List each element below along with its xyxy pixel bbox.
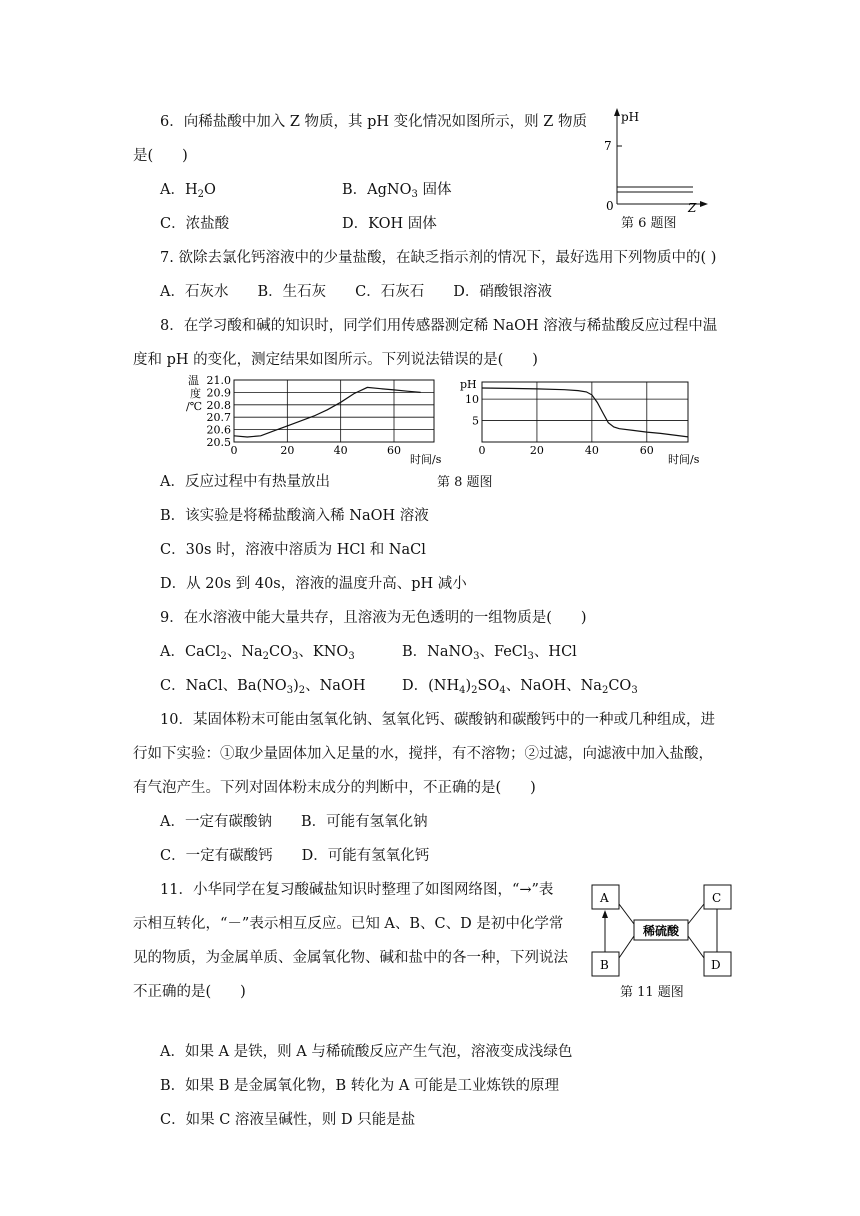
q11-caption: 第 11 题图 [620,985,684,1000]
q8-stem-line2: 度和 pH 的变化，测定结果如图所示。下列说法错误的是( ) [133,352,538,368]
temp-ytick-label: 21.0 [206,374,231,387]
q11-network-diagram [590,880,732,978]
q6-stem-line2: 是( ) [133,148,188,164]
temp-ylabel-2: 度 [190,387,201,400]
ph-xtick-label: 20 [529,444,544,457]
node-a-label: A [600,891,609,905]
q6-fig-ylabel: pH [621,110,640,124]
q8-option-d: D．从 20s 到 40s，溶液的温度升高、pH 减小 [160,576,467,592]
q6-fig-tick-7: 7 [604,139,612,153]
q6-fig-origin: 0 [606,199,614,213]
q9-stem: 9．在水溶液中能大量共存，且溶液为无色透明的一组物质是( ) [160,610,587,626]
q11-stem-line2: 示相互转化，“－”表示相互反应。已知 A、B、C、D 是初中化学常 [133,916,564,932]
temp-xtick-label: 40 [333,444,348,457]
b-to-a-arrowhead [602,910,608,918]
temp-xtick-label: 0 [230,444,238,457]
q8-option-b: B．该实验是将稀盐酸滴入稀 NaOH 溶液 [160,508,429,524]
temp-xtick-label: 60 [387,444,401,457]
q8-caption: 第 8 题图 [437,475,493,490]
q8-stem-line1: 8．在学习酸和碱的知识时，同学们用传感器测定稀 NaOH 溶液与稀盐酸反应过程中温 [160,318,718,334]
q10-stem-line3: 有气泡产生。下列对固体粉末成分的判断中，不正确的是( ) [133,780,536,796]
q7-options: A．石灰水 B．生石灰 C．石灰石 D．硝酸银溶液 [160,284,552,300]
q11-option-a: A．如果 A 是铁，则 A 与稀硫酸反应产生气泡，溶液变成浅绿色 [160,1044,573,1060]
ph-ytick-label: 10 [465,393,479,407]
temp-ytick-label: 20.7 [206,411,231,425]
q9-option-a: A．CaCl$_2$、$Na_2CO_3$、$KNO_3$ [160,644,355,662]
ph-xtick-label: 40 [584,444,599,457]
q8-option-a: A．反应过程中有热量放出 [160,474,330,490]
q10-stem-line1: 10．某固体粉末可能由氢氧化钠、氢氧化钙、碳酸钠和碳酸钙中的一种或几种组成，进 [160,712,715,728]
q6-option-d: D．KOH 固体 [342,216,437,232]
q6-caption: 第 6 题图 [621,216,677,231]
q6-option-c: C．浓盐酸 [160,216,230,232]
temp-ytick-label: 20.5 [206,436,231,449]
temp-plot-frame [234,380,434,442]
ph-series-line [482,388,688,437]
temp-ytick-label: 20.8 [206,398,231,412]
ph-xtick-label: 60 [639,444,654,457]
q11-stem-line3: 见的物质，为金属单质、金属氧化物、碱和盐中的各一种，下列说法 [133,950,568,966]
q6-option-a: A．$H_2O$ [160,182,216,200]
q10-stem-line2: 行如下实验：①取少量固体加入足量的水，搅拌，有不溶物；②过滤，向滤液中加入盐酸， [133,746,713,762]
node-b-label: B [600,958,609,972]
q11-option-c: C．如果 C 溶液呈碱性，则 D 只能是盐 [160,1112,416,1128]
node-c-label: C [712,891,722,905]
temp-xtick-label: 20 [280,444,295,457]
temp-ytick-label: 20.6 [206,423,231,437]
ph-xtick-label: 0 [478,444,486,457]
ph-ylabel: pH [460,378,477,391]
q11-stem-line1: 11．小华同学在复习酸碱盐知识时整理了如图网络图，“→”表 [160,882,554,898]
q10-options-ab: A．一定有碳酸钠 B．可能有氢氧化钠 [160,814,428,830]
q11-stem-line4: 不正确的是( ) [133,984,246,1000]
temp-ylabel-3: /℃ [186,400,203,413]
temp-xlabel: 时间/s [410,453,442,466]
q6-option-b: B．AgNO$_3$ 固体 [342,182,452,200]
q6-ph-figure [600,106,715,216]
q9-option-d: D．$(NH_4)_2SO_4$、NaOH、$Na_2CO_3$ [402,678,638,696]
node-d-label: D [711,958,721,972]
q9-option-b: B．NaNO$_3$、FeCl$_3$、HCl [402,644,577,662]
q11-option-b: B．如果 B 是金属氧化物，B 转化为 A 可能是工业炼铁的原理 [160,1078,559,1094]
q8-option-c: C．30s 时，溶液中溶质为 HCl 和 NaCl [160,542,426,558]
ph-ytick-label: 5 [472,414,479,428]
q10-options-cd: C．一定有碳酸钙 D．可能有氢氧化钙 [160,848,430,864]
q9-option-c: C．NaCl、$Ba(NO_3)_2$、NaOH [160,678,366,696]
node-center-label: 稀硫酸 [642,924,680,938]
q7-stem: 7. 欲除去氯化钙溶液中的少量盐酸，在缺乏指示剂的情况下，最好选用下列物质中的( ) [160,250,717,266]
q6-fig-xlabel: Z [688,201,697,215]
q8-temperature-chart [186,372,442,468]
ph-xlabel: 时间/s [668,453,700,466]
q6-stem-line1: 6．向稀盐酸中加入 Z 物质，其 pH 变化情况如图所示，则 Z 物质 [160,114,587,130]
q8-ph-chart [458,372,708,468]
temp-ylabel-1: 温 [188,374,199,387]
temp-ytick-label: 20.9 [206,386,231,400]
